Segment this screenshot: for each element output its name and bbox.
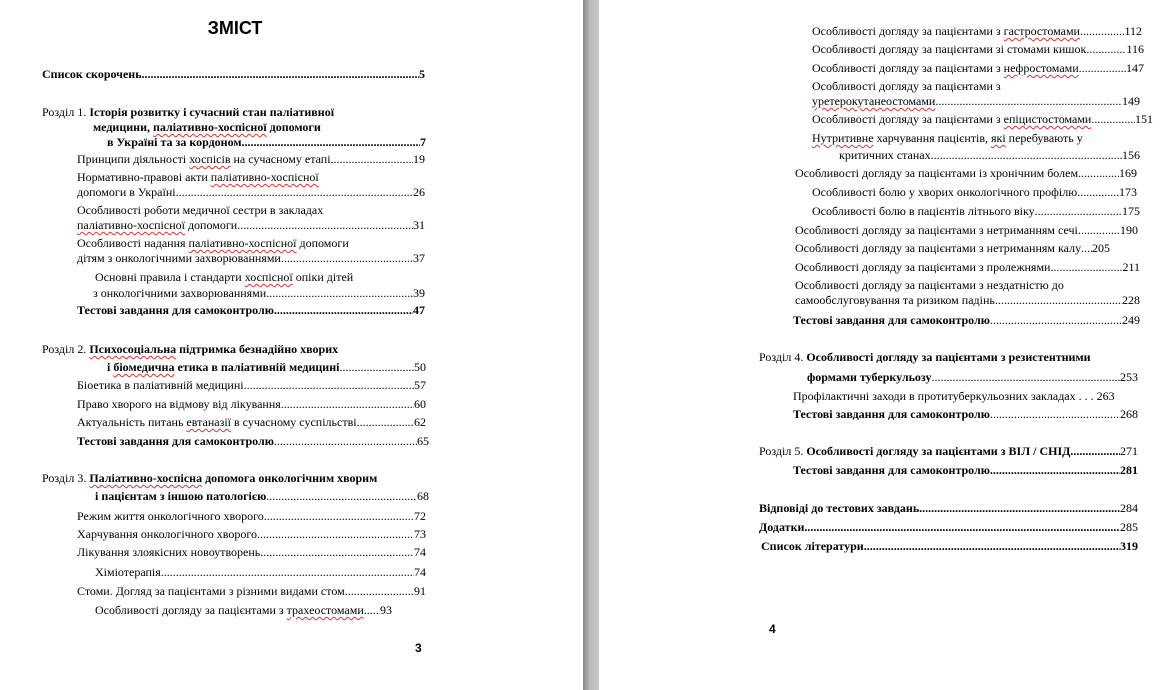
toc-text: паліативно-хоспісної (152, 120, 267, 134)
dot-leader (244, 378, 414, 393)
toc-text: Паліативно-хоспісна (89, 471, 203, 485)
page-number: 4 (769, 622, 776, 636)
toc-entry (761, 539, 1138, 554)
toc-text: Біоетика в паліативній медицині (77, 378, 244, 392)
toc-entry (795, 278, 1064, 293)
toc-text: самообслуговування та ризиком падінь (795, 293, 995, 307)
dot-leader (1081, 241, 1092, 256)
toc-text: 74 (414, 565, 426, 579)
toc-text: в сучасному суспільстві (231, 415, 357, 429)
toc-text: дітям з онкологічними захворюваннями (77, 251, 281, 265)
toc-text: 147 (1126, 61, 1144, 75)
toc-entry (795, 223, 1138, 238)
toc-text: опіки дітей (292, 270, 354, 284)
toc-entry (812, 112, 1153, 127)
toc-entry (77, 397, 426, 412)
toc-text: 285 (1120, 520, 1138, 534)
toc-text: Тестові завдання для самоконтролю (793, 463, 990, 477)
dot-leader (345, 584, 414, 599)
toc-section-heading (42, 105, 334, 120)
dot-leader (142, 67, 419, 82)
toc-text: 228 (1122, 293, 1140, 307)
dot-leader (1078, 223, 1120, 238)
toc-text: перебувають у (1005, 131, 1083, 145)
toc-text: Особливості догляду за пацієнтами з ВІЛ / СНІД (806, 444, 1071, 458)
toc-text: 281 (1120, 463, 1138, 477)
toc-entry (793, 463, 1138, 478)
toc-text: 205 (1092, 241, 1110, 255)
toc-text: Особливості догляду за пацієнтами з (812, 112, 1004, 126)
toc-entry (77, 303, 425, 318)
toc-text: формами туберкульозу (807, 370, 932, 384)
dot-leader (266, 489, 417, 504)
dot-leader (932, 370, 1121, 385)
toc-entry (95, 565, 426, 580)
toc-text: допомоги (266, 120, 321, 134)
toc-entry (107, 135, 426, 150)
dot-leader (990, 313, 1122, 328)
toc-text: допомоги (296, 236, 349, 250)
toc-text: паліативно-хоспісної (210, 170, 319, 184)
toc-text: Тестові завдання для самоконтролю (793, 407, 990, 421)
toc-text: 169 (1119, 166, 1137, 180)
toc-entry (795, 166, 1137, 181)
toc-text: 271 (1120, 444, 1138, 458)
toc-text: біомедична (113, 360, 175, 374)
toc-text: Особливості догляду за пацієнтами з (812, 24, 1004, 38)
toc-text: Профілактичні заходи в протитуберкульозних закладах . . . 263 (793, 389, 1115, 403)
dot-leader (260, 545, 414, 560)
toc-text: Відповіді до тестових завдань (759, 501, 920, 515)
toc-entry (793, 389, 1115, 404)
toc-entry (77, 170, 319, 185)
dot-leader (990, 407, 1120, 422)
toc-entry (95, 603, 392, 618)
toc-entry (77, 218, 425, 233)
toc-text: 284 (1120, 501, 1138, 515)
page-gutter (589, 0, 599, 690)
dot-leader (1086, 42, 1126, 57)
toc-text: Список скорочень (42, 67, 142, 81)
toc-text: 319 (1120, 539, 1138, 553)
toc-text: 68 (417, 489, 429, 503)
dot-leader (1078, 166, 1119, 181)
dot-leader (257, 527, 414, 542)
toc-text: критичних станах (839, 148, 931, 162)
dot-leader (176, 185, 413, 200)
toc-text: 57 (414, 378, 426, 392)
toc-text: Нормативно-правові акти (77, 170, 211, 184)
dot-leader (281, 251, 413, 266)
toc-text: і (107, 360, 114, 374)
toc-text: 47 (413, 303, 425, 317)
toc-text: уретерокутанеостомами (812, 94, 936, 108)
toc-entry (812, 94, 1140, 109)
toc-text: підтримка безнадійно хворих (176, 342, 339, 356)
toc-entry (77, 378, 426, 393)
toc-text: Розділ 5. (759, 444, 807, 458)
toc-entry (77, 251, 425, 266)
dot-leader (242, 135, 420, 150)
toc-text: 93 (380, 603, 392, 617)
right-page (599, 0, 1175, 690)
toc-entry (812, 24, 1142, 39)
toc-entry (95, 489, 429, 504)
toc-text: 249 (1122, 313, 1140, 327)
dot-leader (1070, 444, 1120, 459)
toc-entry (77, 527, 426, 542)
toc-text: Особливості догляду за пацієнтами з нетриманням калу (795, 241, 1082, 255)
toc-text: 31 (413, 218, 425, 232)
toc-text: Особливості догляду за пацієнтами з (95, 603, 287, 617)
dot-leader (995, 293, 1122, 308)
dot-leader (161, 565, 414, 580)
toc-entry (812, 42, 1144, 57)
toc-text: Хіміотерапія (95, 565, 161, 579)
dot-leader (281, 397, 414, 412)
toc-text: хоспісів (189, 152, 231, 166)
toc-text: 151 (1135, 112, 1153, 126)
toc-text: Тестові завдання для самоконтролю (77, 303, 274, 317)
toc-text: Тестові завдання для самоконтролю (793, 313, 990, 327)
toc-entry (812, 79, 1001, 94)
toc-section-heading (42, 342, 338, 357)
toc-text: Стоми. Догляд за пацієнтами з різними видами стом (77, 584, 345, 598)
toc-text: 74 (414, 545, 426, 559)
toc-text: 5 (419, 67, 425, 81)
toc-entry (812, 61, 1144, 76)
toc-text: 112 (1124, 24, 1142, 38)
toc-text: етика в паліативній медицині (174, 360, 340, 374)
toc-text: Список літератури (761, 539, 864, 553)
toc-section-heading (759, 350, 1091, 365)
toc-text: 60 (414, 397, 426, 411)
dot-leader (266, 286, 413, 301)
toc-text: Особливості догляду за пацієнтами з нездатністю до (795, 278, 1064, 292)
toc-entry (77, 509, 426, 524)
toc-entry (793, 407, 1138, 422)
toc-entry (795, 241, 1110, 256)
toc-text: Психосоціальна (89, 342, 177, 356)
toc-section-heading (759, 444, 1138, 459)
toc-text: гастростомами (1003, 24, 1080, 38)
toc-entry (77, 434, 429, 449)
dot-leader (357, 415, 414, 430)
toc-entry (793, 313, 1140, 328)
toc-entry (77, 203, 323, 218)
toc-text: допомога онкологічним хворим (202, 471, 378, 485)
dot-leader (1080, 24, 1124, 39)
dot-leader (1050, 260, 1122, 275)
toc-text: 26 (413, 185, 425, 199)
toc-entry (77, 236, 349, 251)
toc-entry (77, 584, 426, 599)
dot-leader (804, 520, 1120, 535)
toc-text: Розділ 2. (42, 342, 90, 356)
dot-leader (274, 434, 417, 449)
toc-text: Особливості догляду за пацієнтами з нетриманням сечі (795, 223, 1078, 237)
toc-text: Особливості болю в пацієнтів літнього віку (812, 204, 1035, 218)
toc-text: Особливості роботи медичної сестри в закладах (77, 203, 324, 217)
toc-text: 175 (1122, 204, 1140, 218)
toc-text: паліативно-хоспісної (188, 236, 297, 250)
toc-text: паліативно-хоспісної (77, 218, 185, 232)
toc-text: 116 (1126, 42, 1144, 56)
toc-text: харчування пацієнтів, (873, 131, 991, 145)
toc-entry (93, 286, 425, 301)
toc-text: Особливості догляду за пацієнтами з (812, 79, 1001, 93)
toc-text: в Україні та за кордоном (107, 135, 242, 149)
toc-entry (759, 501, 1138, 516)
toc-text: 72 (414, 509, 426, 523)
toc-text: 37 (413, 251, 425, 265)
dot-leader (1035, 204, 1122, 219)
toc-text: 19 (413, 152, 425, 166)
toc-text: Особливості догляду за пацієнтами з (812, 61, 1004, 75)
toc-section-heading (93, 120, 321, 135)
toc-text: Розділ 4. (759, 350, 807, 364)
toc-text: 253 (1120, 370, 1138, 384)
toc-text: Особливості догляду за пацієнтами з пролежнями (795, 260, 1051, 274)
dot-leader (864, 539, 1120, 554)
toc-text: 91 (414, 584, 426, 598)
toc-text: Лікування злоякісних новоутворень (77, 545, 261, 559)
toc-text: евтаназії (186, 415, 231, 429)
toc-text: 211 (1122, 260, 1140, 274)
toc-section-heading (42, 471, 377, 486)
toc-text: 7 (420, 135, 426, 149)
toc-text: Особливості догляду за пацієнтами із хронічним болем (795, 166, 1079, 180)
dot-leader (919, 501, 1120, 516)
toc-text: Актуальність питань (77, 415, 187, 429)
toc-text: хоспісної (244, 270, 293, 284)
toc-text: Розділ 3. (42, 471, 90, 485)
toc-text: епіцистостомами (1003, 112, 1092, 126)
toc-text: 149 (1122, 94, 1140, 108)
dot-leader (331, 152, 413, 167)
toc-text: Особливості догляду за пацієнтами зі стомами кишок (812, 42, 1087, 56)
toc-entry (812, 185, 1137, 200)
toc-text: Особливості догляду за пацієнтами з резистентними (806, 350, 1091, 364)
toc-entry (812, 204, 1140, 219)
toc-text: Принципи діяльності (77, 152, 190, 166)
toc-entry (95, 270, 353, 285)
toc-text: Режим життя онкологічного хворого (77, 509, 264, 523)
toc-entry (812, 131, 1083, 146)
toc-text: Основні правила і стандарти (95, 270, 245, 284)
toc-entry (795, 293, 1140, 308)
toc-text: 62 (414, 415, 426, 429)
toc-text: які (990, 131, 1006, 145)
dot-leader (1091, 112, 1135, 127)
toc-entry (759, 520, 1138, 535)
toc-entry (807, 370, 1138, 385)
toc-text: Тестові завдання для самоконтролю (77, 434, 274, 448)
toc-text: 156 (1122, 148, 1140, 162)
toc-text: нефростомами (1003, 61, 1079, 75)
toc-text: Право хворого на відмову від лікування (77, 397, 281, 411)
toc-text: трахеостомами (286, 603, 364, 617)
dot-leader (1077, 185, 1119, 200)
toc-text: з онкологічними захворюваннями (93, 286, 267, 300)
toc-text: Харчування онкологічного хворого (77, 527, 257, 541)
toc-text: 173 (1119, 185, 1137, 199)
dot-leader (274, 303, 413, 318)
toc-entry (107, 360, 426, 375)
toc-text: на сучасному етапі (230, 152, 331, 166)
toc-text: допомоги в Україні (77, 185, 176, 199)
toc-entry (839, 148, 1140, 163)
toc-entry (77, 185, 425, 200)
toc-entry (42, 67, 425, 82)
dot-leader (364, 603, 380, 618)
dot-leader (931, 148, 1122, 163)
toc-text: 73 (414, 527, 426, 541)
toc-text: і пацієнтам з іншою патологією (95, 489, 267, 503)
toc-text: 65 (417, 434, 429, 448)
toc-text: Історія розвитку і сучасний стан паліативної (89, 105, 335, 119)
toc-text: 268 (1120, 407, 1138, 421)
dot-leader (1079, 61, 1126, 76)
toc-text: Додатки (759, 520, 805, 534)
toc-title: ЗМІСТ (207, 18, 263, 38)
toc-text: Особливості надання (77, 236, 189, 250)
toc-entry (795, 260, 1140, 275)
toc-text: Нутритивне (812, 131, 874, 145)
toc-text: 190 (1120, 223, 1138, 237)
toc-text: 50 (414, 360, 426, 374)
dot-leader (935, 94, 1122, 109)
dot-leader (990, 463, 1120, 478)
left-page (0, 0, 583, 690)
dot-leader (264, 509, 414, 524)
dot-leader (339, 360, 414, 375)
toc-text: Особливості болю у хворих онкологічного профілю (812, 185, 1078, 199)
toc-text: 39 (413, 286, 425, 300)
toc-entry (77, 545, 426, 560)
toc-text: Розділ 1. (42, 105, 90, 119)
toc-entry (77, 152, 425, 167)
toc-text: медицини, (93, 120, 153, 134)
page-number: 3 (415, 641, 422, 655)
toc-text: допомоги (184, 218, 238, 232)
toc-entry (77, 415, 426, 430)
dot-leader (237, 218, 413, 233)
